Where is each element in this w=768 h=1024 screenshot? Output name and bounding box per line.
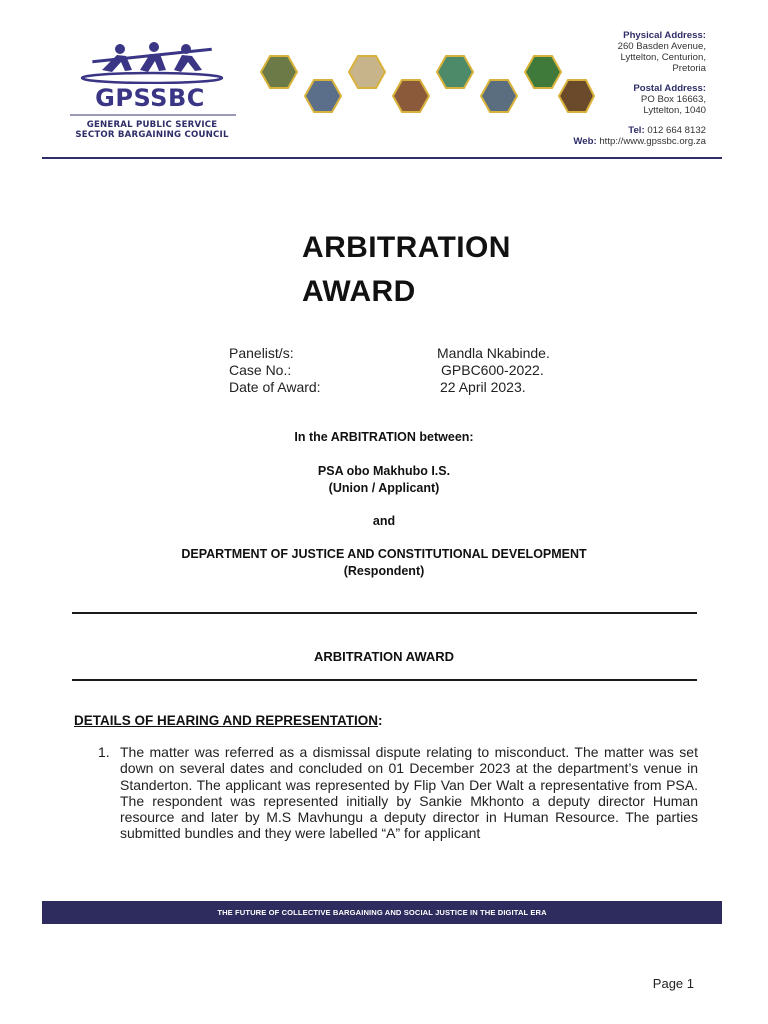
applicant-name: PSA obo Makhubo I.S.: [317, 464, 451, 478]
title-line2: AWARD: [302, 275, 416, 308]
panelist-label: Panelist/s:: [229, 345, 294, 361]
workers-emblem-icon: [62, 40, 242, 84]
document-title: [302, 226, 511, 314]
website-line: [516, 136, 706, 147]
physical-address-line: Pretoria: [672, 63, 706, 74]
physical-address-line: Lyttelton, Centurion,: [620, 52, 706, 63]
logo-divider: [70, 114, 236, 116]
case-number-label: Case No.:: [229, 362, 292, 378]
photo-hexagon: [305, 80, 341, 112]
award-date-value: 22 April 2023.: [440, 379, 526, 395]
telephone-value: 012 664 8132: [647, 125, 706, 136]
award-heading-bottom-rule: [72, 679, 697, 681]
postal-address-label: Postal Address:: [633, 83, 706, 94]
contact-block: [516, 30, 706, 147]
paragraph-number: 1.: [98, 744, 110, 760]
photo-hexagon: [481, 80, 517, 112]
postal-address-line: PO Box 16663,: [640, 94, 706, 105]
photo-hexagon: [393, 80, 429, 112]
and-connector: and: [372, 514, 396, 528]
website-label: Web:: [573, 136, 597, 147]
panelist-value: Mandla Nkabinde.: [437, 345, 550, 361]
logo-subtitle-line2: SECTOR BARGAINING COUNCIL: [75, 130, 229, 140]
photo-hexagon: [349, 56, 385, 88]
physical-address-line: 260 Basden Avenue,: [617, 41, 706, 52]
logo-wordmark: GPSSBC: [95, 84, 205, 112]
header-divider: [42, 157, 722, 159]
section-heading: [74, 713, 383, 728]
title-line1: ARBITRATION: [302, 231, 511, 264]
gpssbc-logo: [62, 40, 242, 140]
postal-address-line: Lyttelton, 1040: [643, 105, 706, 116]
paragraph-body: The matter was referred as a dismissal dispute relating to misconduct. The matter was set down on several dates and concluded on 01 December 2023 at the department’s venue in Standerton. The applicant was represented by Flip Van Der Walt a representative from PSA. The respondent was represented initially by Sankie Mkhonto a deputy director Human resource and later by M.S Mavhungu a deputy director in Human Resource. The parties submitted bundles and they were labelled “A” for applicant: [120, 744, 698, 842]
telephone-label: Tel:: [628, 125, 645, 136]
physical-address-label: Physical Address:: [623, 30, 706, 41]
respondent-name: DEPARTMENT OF JUSTICE AND CONSTITUTIONAL DEVELOPMENT: [181, 547, 587, 561]
award-heading-top-rule: [72, 612, 697, 614]
section-heading-text: DETAILS OF HEARING AND REPRESENTATION: [74, 713, 379, 728]
parties-intro: In the ARBITRATION between:: [294, 430, 474, 444]
website-link[interactable]: http://www.gpssbc.org.za: [599, 136, 706, 147]
telephone-line: [516, 125, 706, 136]
applicant-role: (Union / Applicant): [328, 481, 440, 495]
section-heading-colon: :: [378, 713, 383, 728]
footer-tagline-band: THE FUTURE OF COLLECTIVE BARGAINING AND SOCIAL JUSTICE IN THE DIGITAL ERA: [42, 901, 722, 924]
award-heading: ARBITRATION AWARD: [313, 649, 455, 664]
respondent-role: (Respondent): [343, 564, 425, 578]
award-date-label: Date of Award:: [229, 379, 321, 395]
logo-subtitle-line1: GENERAL PUBLIC SERVICE: [86, 120, 218, 130]
case-number-value: GPBC600-2022.: [441, 362, 544, 378]
photo-hexagon: [261, 56, 297, 88]
photo-hexagon: [437, 56, 473, 88]
page-number: Page 1: [652, 976, 694, 991]
